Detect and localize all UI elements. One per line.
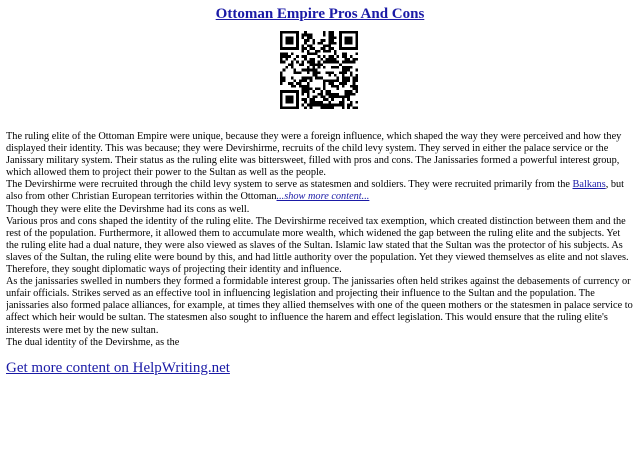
body-line-text: also from other Christian European territories within the Ottoman (6, 191, 277, 203)
body-line: slaves of the Sultan, the ruling elite were bound by this, and had little authority over the population. Yet they viewed themselves as elite and not slaves. (6, 251, 629, 263)
balkans-link[interactable]: Balkans (572, 179, 606, 191)
body-line: unfair officials. Strikes served as an effective tool in influencing legislation and projecting their influence to the Sultan and the population. The (6, 288, 595, 300)
body-line: The ruling elite of the Ottoman Empire were unique, because they were a foreign influence, which shaped the way they were perceived and how they (6, 131, 622, 142)
body-line (6, 179, 634, 191)
body-line: rest of the population. Furthermore, it allowed them to accumulate more wealth, which widened the gap between the ruling elite and the subjects. Yet (6, 227, 621, 239)
body-line: Various pros and cons shaped the identity of the ruling elite. The Devirshirme received tax exemption, which created distinction between them and the (6, 215, 626, 227)
document-title[interactable]: Ottoman Empire Pros And Cons (215, 6, 425, 22)
body-line: janissaries also formed palace alliances, for example, at times they allied themselves with one of the queen mothers or the statesmen in palace service to (6, 300, 633, 312)
body-line: the ruling elite had a dual nature, they were also viewed as slaves of the Sultan. Islamic law stated that the Sultan was the protector of his subjects. As (6, 239, 623, 251)
body-line-tail: , but (605, 179, 625, 191)
body-line: Therefore, they sought diplomatic ways of projecting their identity and influence. (6, 264, 342, 276)
body-line: interests were met by the new sultan. (6, 324, 159, 336)
body-line: displayed their identity. This was because; they were Devirshirme, recruits of the child levy system. They served in either the palace service or the (6, 143, 609, 155)
body-line: Janissary military system. Their status as the ruling elite was bittersweet, filled with pros and cons. The Janissaries formed a powerful interest group, (6, 155, 620, 167)
body-line: Though they were elite the Devirshme had its cons as well. (6, 203, 250, 215)
body-line (6, 191, 634, 203)
body-line-text: The Devirshirme were recruited through the child levy system to serve as statesmen and soldiers. They were recruited primarily from the (6, 179, 570, 191)
show-more-link[interactable]: ...show more content... (276, 191, 370, 203)
body-line: which allowed them to project their power to the Sultan as well as the people. (6, 167, 326, 179)
qr-code-icon (280, 31, 358, 109)
body-line: affect which heir would be sultan. The statesmen also sought to influence the harem and effect legislation. This would ensure that the ruling elite's (6, 312, 608, 324)
body-line: As the janissaries swelled in numbers they formed a formidable interest group. The janissaries often held strikes against the debasements of currency or (6, 276, 631, 288)
helpwriting-link[interactable]: Get more content on HelpWriting.net (6, 360, 230, 376)
body-line: The dual identity of the Devirshme, as the (6, 336, 180, 348)
document-body (6, 131, 634, 349)
